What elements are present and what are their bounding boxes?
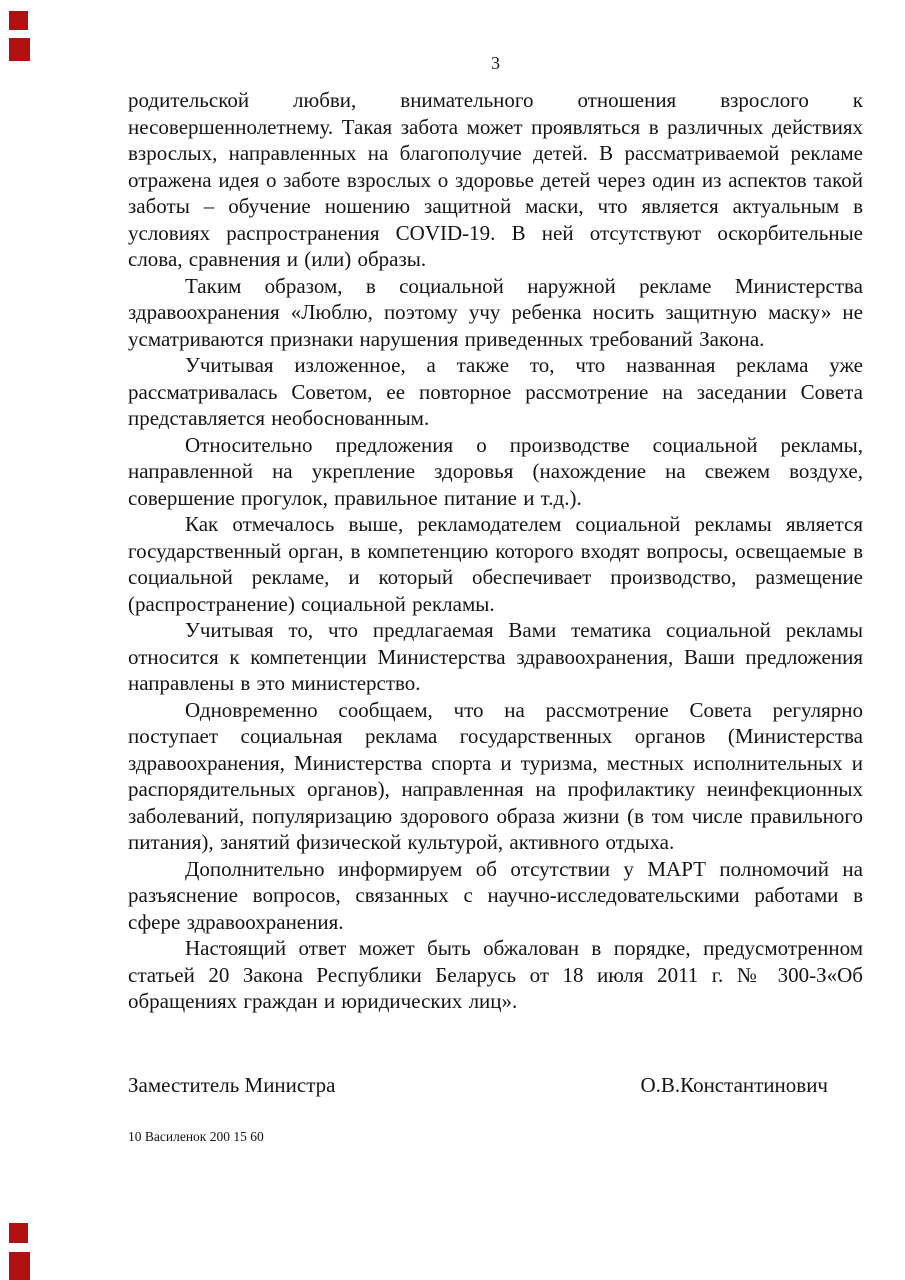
page-number: 3	[491, 53, 500, 73]
red-corner-mark-bottom-2	[9, 1252, 30, 1280]
body-paragraph: Относительно предложения о производстве социальной рекламы, направленной на укрепление здоровья (нахождение на свежем воздухе, совершение прогулок, правильное питание и т.д.).	[128, 432, 863, 510]
body-paragraph: Дополнительно информируем об отсутствии у МАРТ полномочий на разъяснение вопросов, связанных с научно-исследовательскими работами в сфере здравоохранения.	[128, 856, 863, 934]
body-paragraph: Как отмечалось выше, рекламодателем социальной рекламы является государственный орган, в компетенцию которого входят вопросы, освещаемые в социальной рекламе, и который обеспечивает производство, размещение (распространение) социальной рекламы.	[128, 512, 863, 616]
red-corner-mark-bottom-1	[9, 1223, 28, 1243]
signature-title: Заместитель Министра	[128, 1073, 336, 1097]
signature-block	[128, 1072, 863, 1099]
letter-body	[128, 87, 863, 1015]
signature-name: О.В.Константинович	[640, 1073, 828, 1097]
red-corner-mark-top-1	[9, 11, 28, 30]
body-paragraph: Учитывая изложенное, а также то, что названная реклама уже рассматривалась Советом, ее повторное рассмотрение на заседании Совета представляется необоснованным.	[128, 353, 863, 430]
footer-reference: 10 Василенок 200 15 60	[128, 1129, 264, 1144]
body-paragraph: родительской любви, внимательного отношения взрослого к несовершеннолетнему. Такая забота может проявляться в различных действиях взрослых, направленных на благополучие детей. В рассматриваемой рекламе отражена идея о заботе взрослых о здоровье детей через один из аспектов такой заботы – обучение ношению защитной маски, что является актуальным в условиях распространения COVID-19. В ней отсутствуют оскорбительные слова, сравнения и (или) образы.	[128, 88, 863, 271]
body-paragraph: Учитывая то, что предлагаемая Вами тематика социальной рекламы относится к компетенции Министерства здравоохранения, Ваши предложения направлены в это министерство.	[128, 618, 863, 695]
body-paragraph: Настоящий ответ может быть обжалован в порядке, предусмотренном статьей 20 Закона Республики Беларусь от 18 июля 2011 г. № 300-З«Об обращениях граждан и юридических лиц».	[128, 936, 863, 1013]
body-paragraph: Таким образом, в социальной наружной рекламе Министерства здравоохранения «Люблю, поэтому учу ребенка носить защитную маску» не усматриваются признаки нарушения приведенных требований Закона.	[128, 273, 863, 351]
red-corner-mark-top-2	[9, 38, 30, 61]
body-paragraph: Одновременно сообщаем, что на рассмотрение Совета регулярно поступает социальная реклама государственных органов (Министерства здравоохранения, Министерства спорта и туризма, местных исполнительных и распорядительных органов), направленная на профилактику неинфекционных заболеваний, популяризацию здорового образа жизни (в том числе правильного питания), занятий физической культурой, активного отдыха.	[128, 697, 863, 854]
